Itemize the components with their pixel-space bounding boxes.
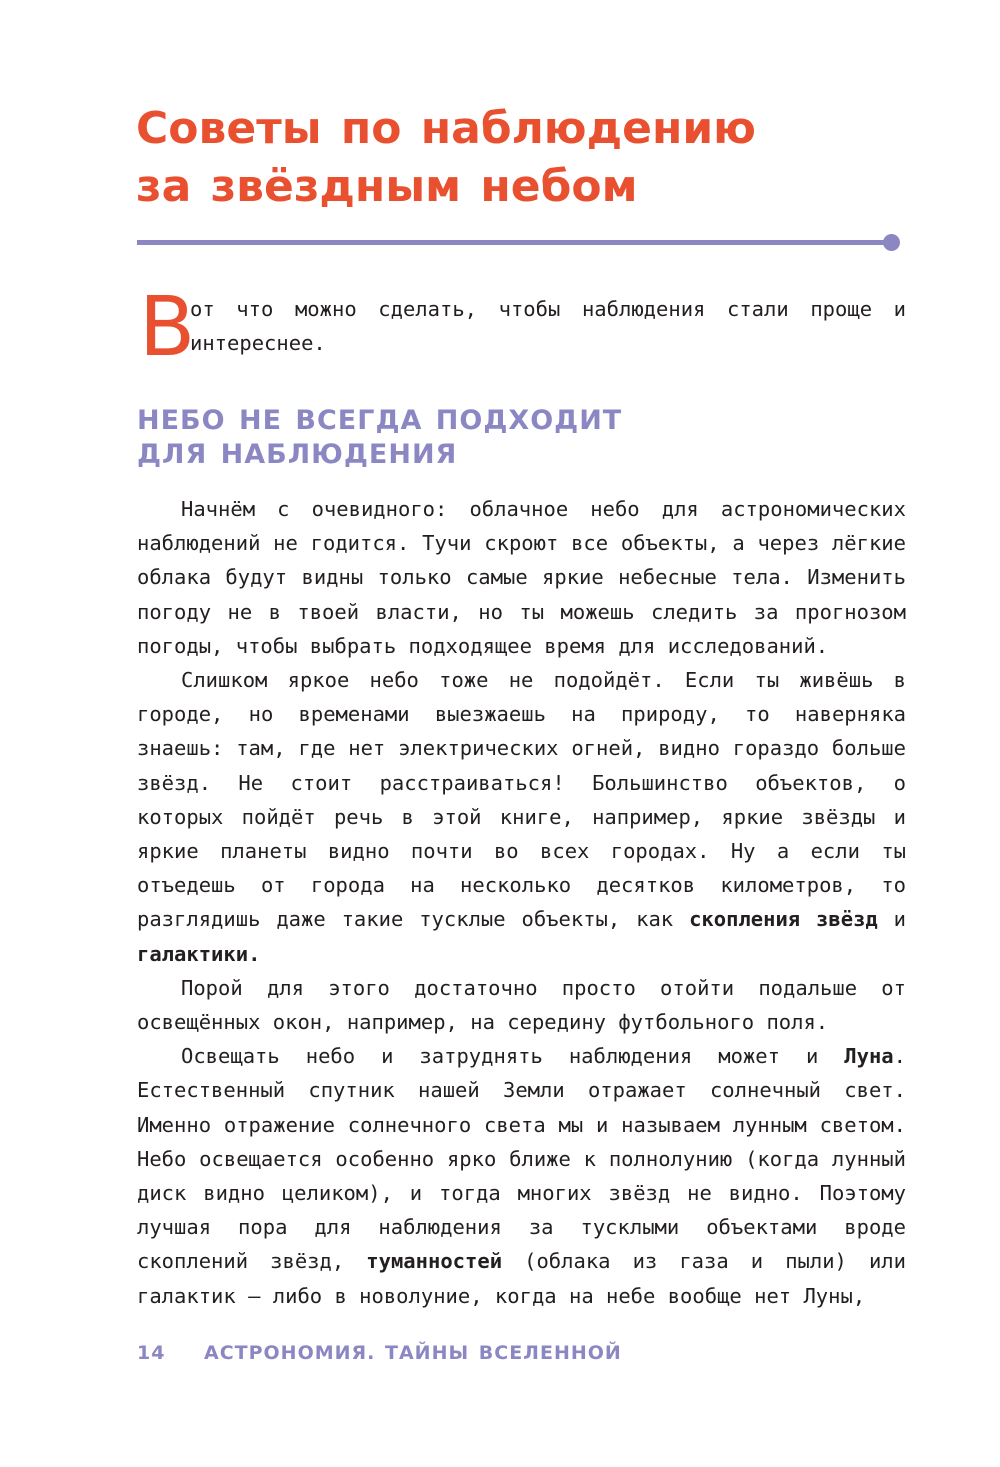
paragraph-4-text-3: (облака из газа и пыли) или галактик — либо в новолуние, когда на небе вообще нет Луны, [137, 1249, 906, 1308]
title-divider [137, 240, 889, 245]
page-title [136, 100, 916, 216]
paragraph-4 [137, 1039, 906, 1313]
paragraph-1-text: Начнём с очевидного: облачное небо для астрономических наблюдений не годится. Тучи скроют все объекты, а через лёгкие облака будут видны только самые яркие небесные тела. Изменить погоду не в твоей власти, но ты можешь следить за прогнозом погоды, чтобы выбрать подходящее время для исследований. [137, 497, 906, 658]
section-heading-line-2: ДЛЯ НАБЛЮДЕНИЯ [137, 439, 458, 470]
term-galaxies: галактики. [137, 941, 261, 966]
paragraph-4-text-2: . Естественный спутник нашей Земли отражает солнечный свет. Именно отражение солнечного света мы и называем лунным светом. Небо освещается особенно ярко ближе к полнолунию (когда лунный диск видно целиком), и тогда многих звёзд не видно. Поэтому лучшая пора для наблюдения за тусклыми объектами вроде скоплений звёзд, [137, 1044, 906, 1274]
term-moon: Луна [844, 1044, 894, 1069]
paragraph-3-text: Порой для этого достаточно просто отойти подальше от освещённых окон, например, на середину футбольного поля. [137, 975, 906, 1035]
divider-end-dot [883, 234, 900, 251]
paragraph-4-text-1: Освещать небо и затруднять наблюдения может и [181, 1044, 845, 1069]
intro-paragraph: от что можно сделать, чтобы наблюдения стали проще и интереснее. [190, 297, 906, 355]
title-line-1: Советы по наблюдению [136, 103, 756, 154]
term-star-clusters: скопления звёзд [689, 907, 878, 932]
paragraph-1 [137, 492, 906, 663]
running-footer-title: АСТРОНОМИЯ. ТАЙНЫ ВСЕЛЕННОЙ [204, 1342, 622, 1364]
paragraph-2-text-1: Слишком яркое небо тоже не подойдёт. Если ты живёшь в городе, но временами выезжаешь на природу, то наверняка знаешь: там, где нет электрических огней, видно гораздо больше звёзд. Не стоит расстраиваться! Большинство объектов, о которых пойдёт речь в этой книге, например, яркие звёзды и яркие планеты видно почти во всех городах. Ну а если ты отъедешь от города на несколько десятков километров, то разглядишь даже такие тусклые объекты, как [137, 668, 906, 932]
title-line-2: за звёздным небом [136, 161, 638, 212]
intro-drop-cap: В [139, 280, 196, 375]
body-text [137, 492, 906, 1313]
paragraph-3 [137, 971, 906, 1039]
section-heading [137, 404, 837, 472]
page-number: 14 [137, 1342, 166, 1364]
section-heading-line-1: НЕБО НЕ ВСЕГДА ПОДХОДИТ [137, 405, 623, 436]
term-nebulae: туманностей [366, 1249, 503, 1274]
paragraph-2 [137, 663, 906, 971]
paragraph-2-text-2: и [877, 907, 906, 932]
